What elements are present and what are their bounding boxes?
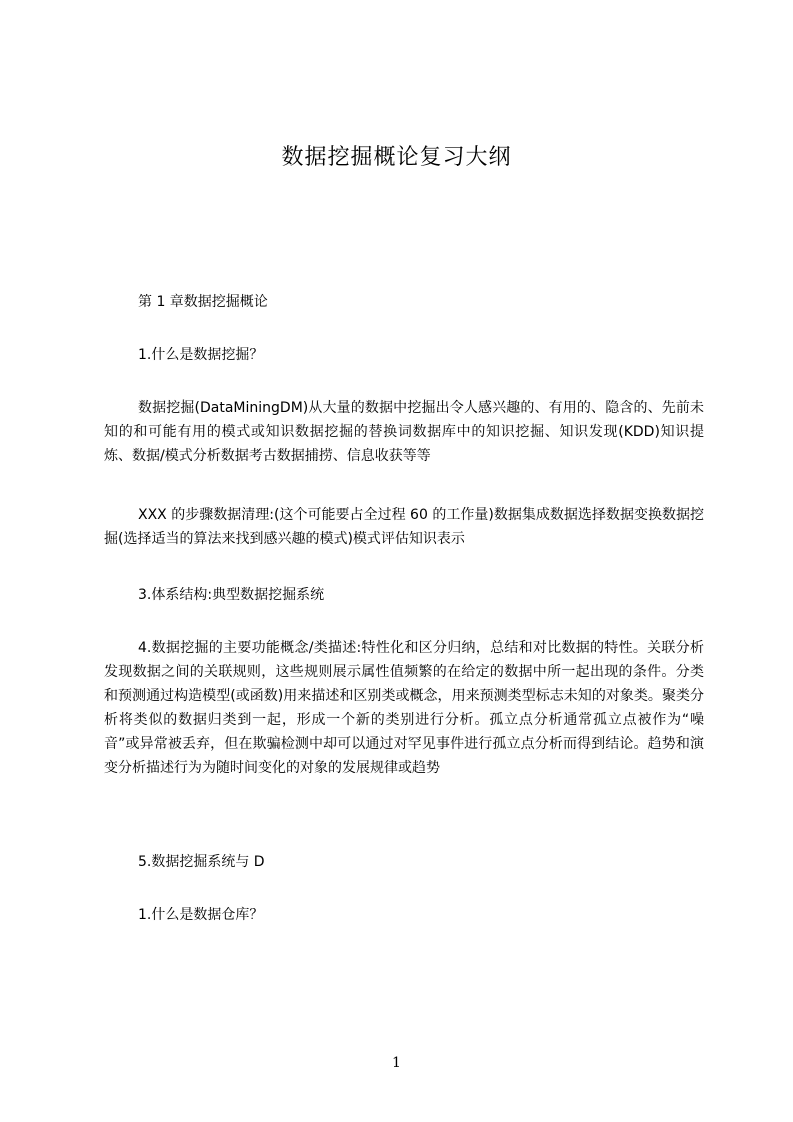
chapter-heading: 第 1 章数据挖掘概论 [138, 294, 268, 310]
paragraph-steps: XXX 的步骤数据清理:(这个可能要占全过程 60 的工作量)数据集成数据选择数据变换数据挖掘(选择适当的算法来找到感兴趣的模式)模式评估知识表示 [104, 507, 704, 547]
section-heading-data-warehouse: 1.什么是数据仓库？ [138, 907, 264, 923]
document-title: 数据挖掘概论复习大纲 [281, 145, 512, 170]
paragraph-definition: 数据挖掘(DataMiningDM)从大量的数据中挖掘出令人感兴趣的、有用的、隐含的、先前未知的和可能有用的模式或知识数据挖掘的替换词数据库中的知识挖掘、知识发现(KDD)知识提炼、数据/模式分析数据考古数据捕捞、信息收获等等 [104, 400, 704, 464]
section-heading-architecture: 3.体系结构:典型数据挖掘系统 [138, 587, 325, 603]
paragraph-functions: 4.数据挖掘的主要功能概念/类描述:特性化和区分归纳，总结和对比数据的特性。关联分析发现数据之间的关联规则，这些规则展示属性值频繁的在给定的数据中所一起出现的条件。分类和预测通过构造模型(或函数)用来描述和区别类或概念，用来预测类型标志未知的对象类。聚类分析将类似的数据归类到一起，形成一个新的类别进行分析。孤立点分析通常孤立点被作为“噪音”或异常被丢弃，但在欺骗检测中却可以通过对罕见事件进行孤立点分析而得到结论。趋势和演变分析描述行为为随时间变化的对象的发展规律或趋势 [104, 640, 704, 776]
section-heading-what-is-dm: 1.什么是数据挖掘？ [138, 347, 264, 363]
section-heading-dm-system: 5.数据挖掘系统与 D [138, 854, 265, 870]
page-number: 1 [392, 1055, 401, 1071]
